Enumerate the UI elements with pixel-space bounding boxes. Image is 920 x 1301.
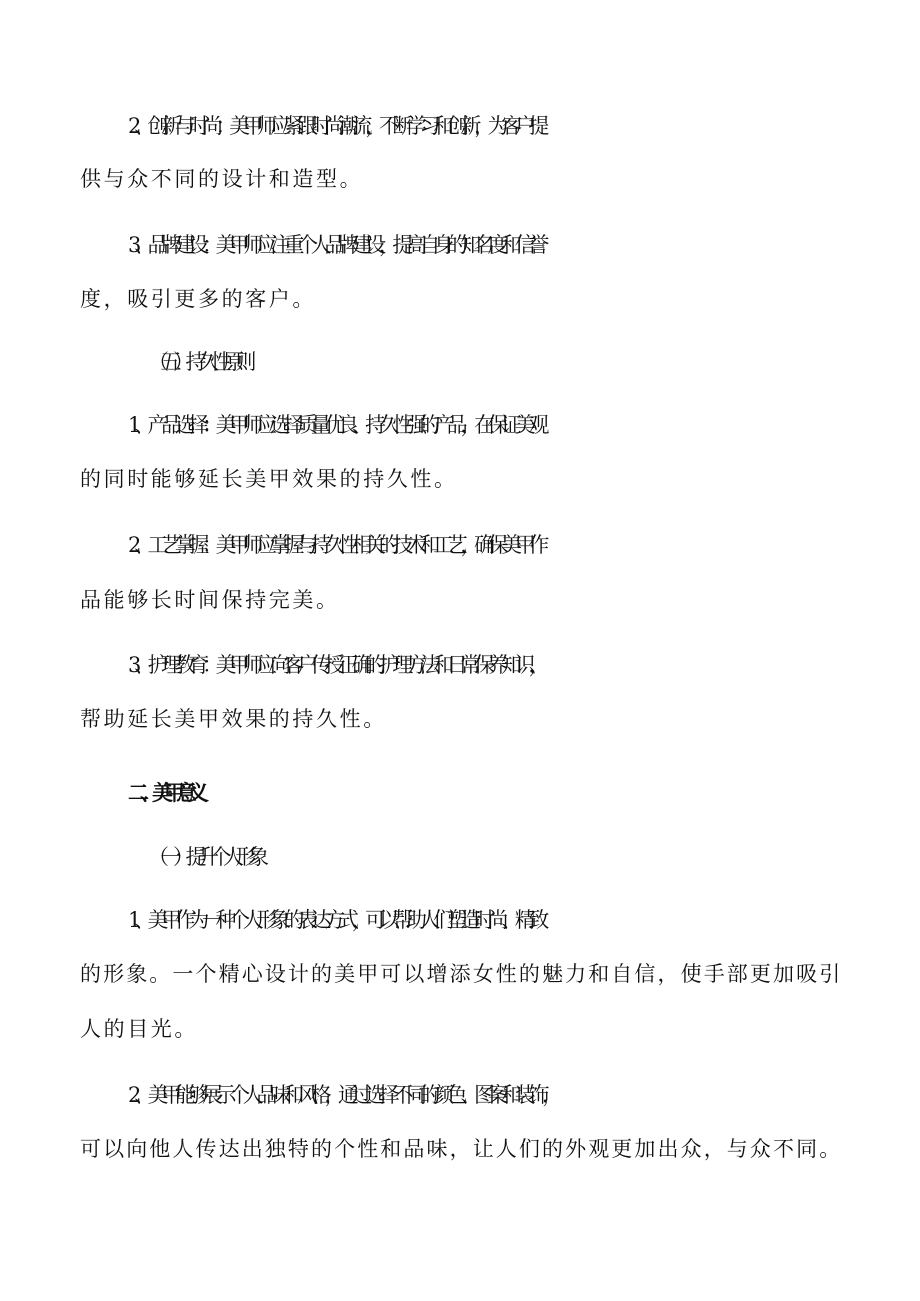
paragraph-product-choice-line-1: 1、产品选择：美甲师应选择质量优良、持久性强的产品，在保证美观	[128, 413, 542, 437]
subheading-durability-principle: （五）持久性原则	[148, 350, 248, 374]
paragraph-image-2-line-1: 2、美甲能够展示个人品味和风格，通过选择不同的颜色、图案和装饰，	[128, 1083, 556, 1107]
paragraph-product-choice-line-2: 的同时能够延长美甲效果的持久性。	[80, 467, 458, 491]
subheading-personal-image: （一）提升个人形象	[148, 845, 261, 869]
paragraph-innovation-line-2: 供与众不同的设计和造型。	[80, 167, 364, 191]
paragraph-innovation-line-1: 2、创新与时尚：美甲师应紧跟时尚潮流，不断学习和创新，为客户提	[128, 114, 542, 138]
paragraph-care-education-line-1: 3、护理教育：美甲师应向客户传授正确的护理方法和日常保养知识，	[128, 653, 542, 677]
paragraph-image-2-line-2: 可以向他人传达出独特的个性和品味，让人们的外观更加出众，与众不同。	[80, 1137, 843, 1161]
section-heading-significance: 二、美甲意义	[128, 781, 200, 805]
paragraph-brand-line-1: 3、品牌建设：美甲师应注重个人品牌建设，提高自身的知名度和信誉	[128, 233, 542, 257]
paragraph-brand-line-2: 度，吸引更多的客户。	[80, 287, 316, 311]
paragraph-image-1-line-2: 的形象。一个精心设计的美甲可以增添女性的魅力和自信，使手部更加吸引	[80, 962, 843, 986]
paragraph-craft-line-2: 品能够长时间保持完美。	[80, 588, 340, 612]
paragraph-craft-line-1: 2、工艺掌握：美甲师应掌握与持久性相关的技术和工艺，确保美甲作	[128, 533, 542, 557]
paragraph-image-1-line-1: 1、美甲作为一种个人形象的表达方式，可以帮助人们塑造时尚、精致	[128, 908, 542, 932]
paragraph-care-education-line-2: 帮助延长美甲效果的持久性。	[80, 707, 387, 731]
paragraph-image-1-line-3: 人的目光。	[80, 1017, 198, 1041]
